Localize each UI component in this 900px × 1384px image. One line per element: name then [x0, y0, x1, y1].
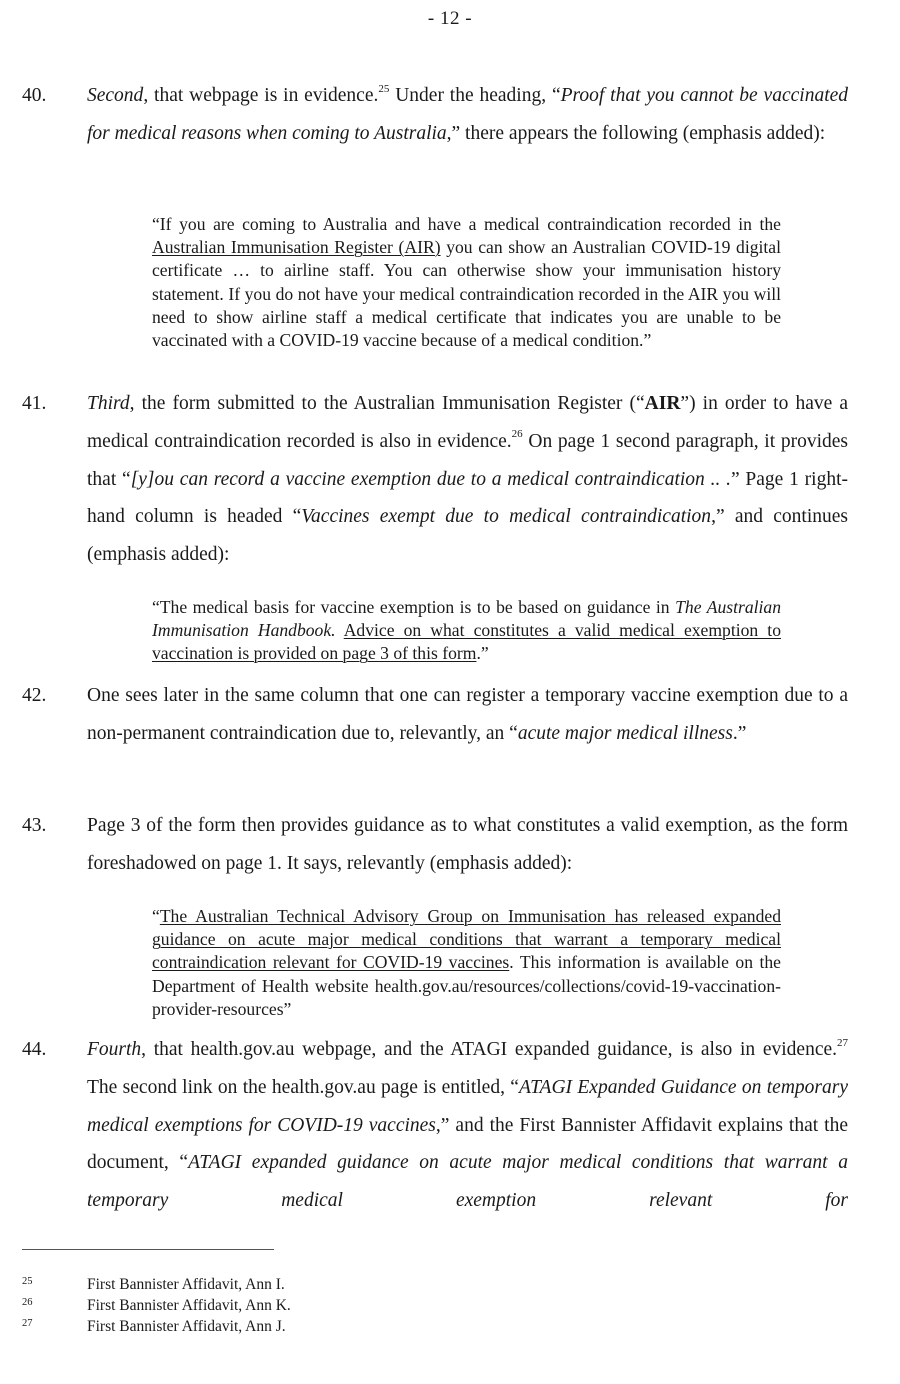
block-quote-medical-basis: “The medical basis for vaccine exemption is to be based on guidance in The Australian Immunisation Handbook. Advice on what constitutes a valid medical exemption to vaccination is provided on page 3 of this form.” — [152, 597, 782, 664]
paragraph-41 — [22, 385, 848, 574]
footnote-text: First Bannister Affidavit, Ann I. — [87, 1276, 285, 1293]
page-number: - 12 - — [427, 8, 473, 29]
footnote-reference: 26 — [511, 428, 523, 441]
paragraph-text: Third, the form submitted to the Australian Immunisation Register (“AIR”) in order to have a medical contraindication recorded is also in evidence.$^{26}$ On page 1 second paragraph, it provides that “[y]ou can record a vaccine exemption due to a medical contraindication .. .” Page 1 right-hand column is headed “Vaccines exempt due to medical contraindication,” and continues (emphasis added): — [87, 393, 849, 566]
italic-text: The Australian Immunisation Handbook. — [152, 597, 782, 641]
paragraph-number: 44. — [22, 1039, 47, 1060]
paragraph-44 — [22, 1031, 848, 1220]
paragraph-text: Second, that webpage is in evidence.$^{25}$ Under the heading, “Proof that you cannot be vaccinated for medical reasons when coming to Australia,” there appears the following (emphasis added): — [87, 82, 849, 144]
bold-text: AIR — [644, 393, 681, 414]
footnote-text: First Bannister Affidavit, Ann K. — [87, 1297, 291, 1314]
paragraph-number: 42. — [22, 685, 47, 706]
block-quote-atagi-guidance: “The Australian Technical Advisory Group on Immunisation has released expanded guidance on acute major medical conditions that warrant a temporary medical contraindication relevant for COVID-19 vaccines. This information is available on the Department of Health website health.gov.au/resources/collections/covid-19-vaccination-provider-resources” — [152, 906, 781, 1019]
footnote-number: 27 — [22, 1318, 33, 1329]
footnote-separator — [22, 1249, 274, 1250]
footnote-number: 26 — [22, 1297, 33, 1308]
paragraph-43 — [22, 807, 848, 883]
paragraph-number: 41. — [22, 393, 47, 414]
italic-text: ATAGI expanded guidance on acute major medical conditions that warrant a temporary medical exemption relevant for — [87, 1152, 848, 1212]
italic-text: ATAGI Expanded Guidance on temporary medical exemptions for COVID-19 vaccines — [87, 1076, 848, 1136]
paragraph-text: One sees later in the same column that one can register a temporary vaccine exemption due to a non-permanent contraindication due to, relevantly, an “acute major medical illness.” — [87, 685, 848, 744]
footnote-26 — [22, 1295, 522, 1316]
paragraph-text: Fourth, that health.gov.au webpage, and the ATAGI expanded guidance, is also in evidence.$^{27}$ The second link on the health.gov.au page is entitled, “ATAGI Expanded Guidance on temporary medical exemptions for COVID-19 vaccines,” and the First Bannister Affidavit explains that the document, “ATAGI expanded guidance on acute major medical conditions that warrant a temporary medical exemption relevant for — [87, 1036, 848, 1212]
footnote-reference: 27 — [837, 1036, 848, 1049]
underlined-emphasis: Australian Immunisation Register (AIR) — [152, 237, 441, 258]
underlined-emphasis: Advice on what constitutes a valid medical exemption to vaccination is provided on page 3 of this form — [152, 620, 781, 664]
paragraph-42 — [22, 677, 848, 753]
block-quote-travel-requirements: “If you are coming to Australia and have a medical contraindication recorded in the Australian Immunisation Register (AIR) you can show an Australian COVID-19 digital certificate … to airline staff. You can otherwise show your immunisation history statement. If you do not have your medical contraindication recorded in the AIR you will need to show airline staff a medical certificate that indicates you are unable to be vaccinated with a COVID-19 vaccine because of a medical condition.” — [152, 214, 781, 351]
footnote-text: First Bannister Affidavit, Ann J. — [87, 1318, 286, 1335]
italic-text: acute major medical illness — [517, 722, 733, 744]
underlined-emphasis: The Australian Technical Advisory Group on Immunisation has released expanded guidance on acute major medical conditions that warrant a temporary medical contraindication relevant for COVID-19 vaccines — [152, 906, 781, 973]
italic-text: Second — [87, 85, 144, 106]
italic-text: Vaccines exempt due to medical contraindication — [301, 506, 712, 528]
italic-text: Proof that you cannot be vaccinated for medical reasons when coming to Australia — [87, 85, 849, 144]
footnote-27 — [22, 1316, 522, 1337]
paragraph-number: 40. — [22, 85, 47, 106]
italic-text: [y]ou can record a vaccine exemption due to a medical contraindication .. . — [130, 468, 731, 490]
footnote-number: 25 — [22, 1276, 33, 1287]
italic-text: Fourth — [87, 1039, 142, 1060]
footnote-reference: 25 — [378, 82, 390, 95]
footnote-25 — [22, 1274, 522, 1295]
paragraph-number: 43. — [22, 815, 47, 836]
paragraph-text: Page 3 of the form then provides guidance as to what constitutes a valid exemption, as the form foreshadowed on page 1. It says, relevantly (emphasis added): — [87, 815, 848, 874]
italic-text: Third — [87, 393, 130, 414]
paragraph-40 — [22, 77, 848, 153]
